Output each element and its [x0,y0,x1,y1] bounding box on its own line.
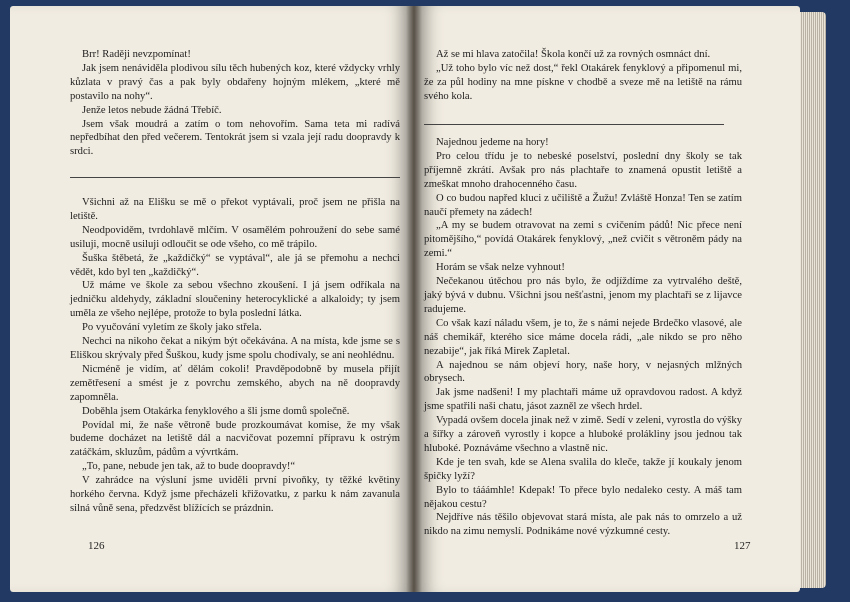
section-divider [70,177,400,178]
paragraph: Jsem však moudrá a zatím o tom nehovořím. Sama teta mi radívá nepředbíhat den před večerem. Tentokrát jsem si vzala její radu doopravdy k srdci. [70,118,400,158]
page-number-right: 127 [734,540,751,552]
paragraph: Najednou jedeme na hory! [436,137,549,148]
paragraph: „A my se budem otravovat na zemi s cvičením pádů! Nic přece není pitomějšího,“ povídá Otakárek fenyklový, „než cvičit s větroněm pády na zemi.“ [424,220,742,260]
book-spine-shadow [406,6,422,592]
paragraph: Už máme ve škole za sebou všechno zkoušení. I já jsem odříkala na jedničku aldehydy, základní sloučeniny heterocyklické a alkaloidy; ty jsem uměla ze všeho nejlépe, protože to byla poslední látka. [70,280,400,320]
page-number-left: 126 [88,540,105,552]
paragraph: O co budou napřed kluci z učiliště a Žužu! Zvláště Honza! Ten se zatím naučí přemety na zádech! [424,192,742,218]
left-section-2 [70,196,400,516]
paragraph: „To, pane, nebude jen tak, až to bude doopravdy!“ [82,461,296,473]
paragraph: Šuška štěbetá, že „každičký“ se vyptával“, ale já se přemohu a nechci vědět, kdo byl ten „každičký“. [70,252,400,278]
paragraph: Jak jsem nenáviděla plodivou sílu těch hubených koz, které vždycky vrhly kůzlata v pravý čas a pak byly obdařeny hojným mlékem, „které mě postavilo na nohy“. [70,62,400,102]
paragraph: „Už toho bylo víc než dost,“ řekl Otakárek fenyklový a připomenul mi, že za půl hodiny na mne pískne v chodbě a sveze mě na letiště na rámu svého kola. [424,62,742,102]
paragraph: Brr! Raději nevzpomínat! [82,49,191,60]
paragraph: Nicméně je vidím, ať dělám cokoli! Pravděpodobně by musela přijít zemětřesení a smést je z povrchu zemského, abych na ně doopravdy zapomněla. [70,363,400,403]
paragraph: Až se mi hlava zatočila! Škola končí už za rovných osmnáct dní. [436,49,711,60]
paragraph: Kde je ten svah, kde se Alena svalila do kleče, takže jí koukaly jenom špičky lyží? [424,456,742,482]
page-edges [800,12,826,588]
paragraph: Pro celou třídu je to nebeské poselství, poslední dny školy se tak příjemně zkrátí. Avšak pro nás plachtaře to znamená opustit letiště a zmeškat mnoho drahocenného času. [424,150,742,190]
right-section-2 [424,136,742,539]
paragraph: A najednou se nám objeví hory, naše hory, v nejasných mlžných obrysech. [424,359,742,385]
paragraph: Doběhla jsem Otakárka fenyklového a šli jsme domů společně. [82,405,350,417]
paragraph: Jenže letos nebude žádná Třebíč. [82,104,222,116]
paragraph: Bylo to tááámhle! Kdepak! To přece bylo nedaleko cesty. A máš tam nějakou cestu? [424,484,742,510]
right-page [414,6,800,592]
paragraph: Nejdříve nás těšilo objevovat stará místa, ale pak nás to omrzelo a už nikdo na zimu nemyslí. Podnikáme nové výzkumné cesty. [424,512,742,538]
paragraph: Vypadá ovšem docela jinak než v zimě. Sedí v zeleni, vyrostla do výšky a šířky a zároveň vyrostly i kopce a hluboké prolákliny jsou jednou tak hluboké. Poznáváme všechno a vlastně nic. [424,415,742,454]
paragraph: Jak jsme nadšeni! I my plachtaři máme už opravdovou radost. A když jsme spatřili naši chatu, jásot zazněl ze všech hrdel. [424,387,742,413]
paragraph: Neodpoviděm, tvrdohlavě mlčím. V osamělém pohroužení do sebe samé usiluji, mocně usiluji odloučit se ode všeho, co mě trápilo. [70,224,400,250]
paragraph: Nechci na nikoho čekat a nikým být očekávána. A na místa, kde jsme se s Eliškou skrývaly před Šuškou, kudy jsme spolu chodívaly, se ani neohlédnu. [70,336,400,361]
section-divider [424,124,724,125]
left-section-1 [70,48,400,159]
right-section-1 [424,48,742,104]
paragraph: Nečekanou útěchou pro nás bylo, že odjíždíme za vytrvalého deště, jaký bývá v dubnu. Všichni jsou nešťastni, jenom my plachtaři se z lijavce radujeme. [424,276,742,315]
paragraph: V zahrádce na výsluní jsme uviděli první pivoňky, ty těžké květiny horkého června. Když jsme přecházeli křižovatku, z parku k nám zavanula silná vůně sena, předzvěst blížících se prázdnin. [70,475,400,514]
paragraph: Co však kazí náladu všem, je to, že s námi nejede Brdečko vlasové, ale náš chemikář, kterého sice máme docela rádi, „ale nikdo se pro něho nezabije“, jak říká Mirek Zapletal. [424,317,742,357]
paragraph: Horám se však nelze vyhnout! [436,262,565,274]
open-book [6,6,832,592]
paragraph: Povídal mi, že naše větroně bude prozkoumávat komise, že my však budeme docházet na letiště dál a nacvičovat pozemní přípravu k ostrým zatáčkám, skluzům, pádům a vývrtkám. [70,419,400,459]
left-page [10,6,414,592]
paragraph: Po vyučování vyletím ze školy jako střela. [82,322,262,334]
paragraph: Všichni až na Elišku se mě o překot vyptávali, proč jsem ne přišla na letiště. [70,197,400,222]
